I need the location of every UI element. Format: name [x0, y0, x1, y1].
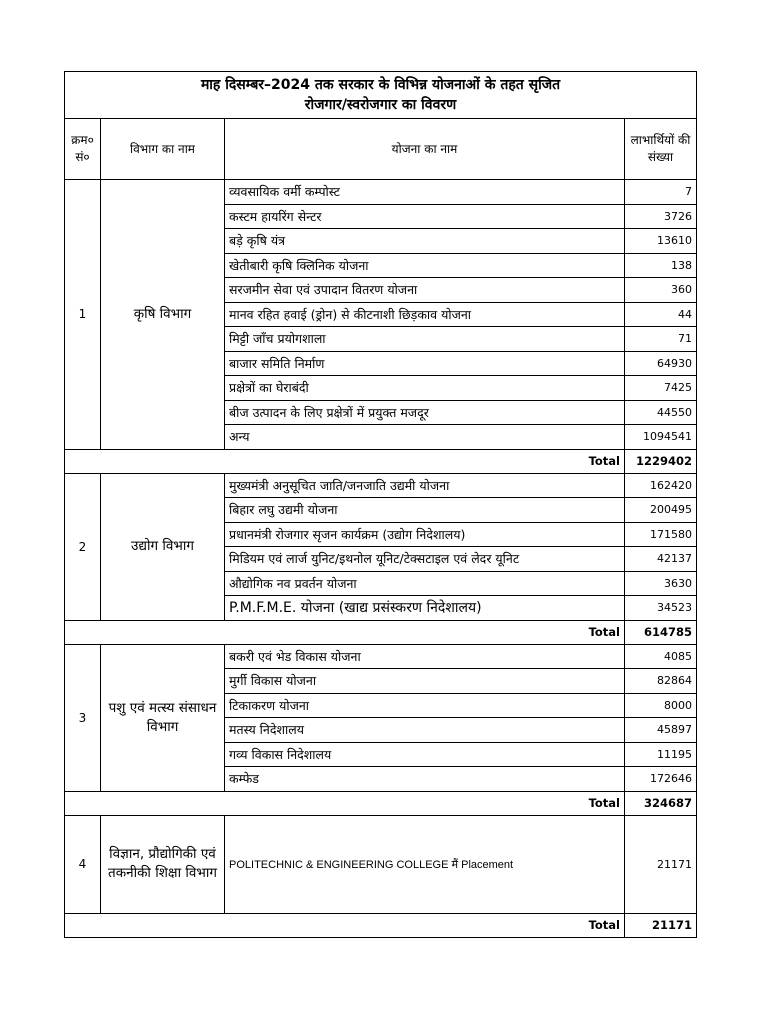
- scheme-name: कम्फेड: [225, 767, 625, 792]
- report-title-line1: माह दिसम्बर–2024 तक सरकार के विभिन्न योजनाओं के तहत सृजित: [200, 77, 561, 93]
- section-sno: 2: [65, 473, 101, 620]
- total-value: 21171: [625, 913, 697, 937]
- total-label: Total: [65, 913, 625, 937]
- scheme-name: P.M.F.M.E. योजना (खाद्य प्रसंस्करण निदेशालय): [225, 596, 625, 621]
- employment-report-table: [64, 71, 697, 938]
- beneficiary-count: 171580: [625, 522, 697, 547]
- scheme-name: बीज उत्पादन के लिए प्रक्षेत्रों में प्रयुक्त मजदूर: [225, 400, 625, 425]
- scheme-name: गव्य विकास निदेशालय: [225, 742, 625, 767]
- scheme-name: मानव रहित हवाई (ड्रोन) से कीटनाशी छिड़काव योजना: [225, 302, 625, 327]
- total-label: Total: [65, 791, 625, 815]
- beneficiary-count: 162420: [625, 473, 697, 498]
- total-row: [65, 449, 697, 473]
- beneficiary-count: 45897: [625, 718, 697, 743]
- section-sno: 4: [65, 815, 101, 913]
- section-agriculture: [65, 180, 697, 474]
- column-header-row: [65, 119, 697, 180]
- beneficiary-count: 44550: [625, 400, 697, 425]
- beneficiary-count: 3726: [625, 204, 697, 229]
- table-row: [65, 180, 697, 205]
- table-row: [65, 815, 697, 913]
- beneficiary-count: 42137: [625, 547, 697, 572]
- scheme-name: बिहार लघु उद्यमी योजना: [225, 498, 625, 523]
- scheme-name: प्रक्षेत्रों का घेराबंदी: [225, 376, 625, 401]
- scheme-name: मुख्यमंत्री अनुसूचित जाति/जनजाति उद्यमी योजना: [225, 473, 625, 498]
- table-row: [65, 473, 697, 498]
- department-name: उद्योग विभाग: [101, 473, 225, 620]
- scheme-name: कस्टम हायरिंग सेन्टर: [225, 204, 625, 229]
- beneficiary-count: 172646: [625, 767, 697, 792]
- beneficiary-count: 360: [625, 278, 697, 303]
- scheme-name: बकरी एवं भेड विकास योजना: [225, 644, 625, 669]
- section-industry: [65, 473, 697, 644]
- section-animal-fisheries: [65, 644, 697, 815]
- section-science-tech: [65, 815, 697, 937]
- beneficiary-count: 1094541: [625, 425, 697, 450]
- header-sno: क्रम० सं०: [65, 119, 101, 180]
- beneficiary-count: 4085: [625, 644, 697, 669]
- beneficiary-count: 82864: [625, 669, 697, 694]
- total-row: [65, 791, 697, 815]
- beneficiary-count: 138: [625, 253, 697, 278]
- beneficiary-count: 11195: [625, 742, 697, 767]
- total-row: [65, 620, 697, 644]
- beneficiary-count: 200495: [625, 498, 697, 523]
- scheme-name: मिट्टी जाँच प्रयोगशाला: [225, 327, 625, 352]
- beneficiary-count: 21171: [625, 815, 697, 913]
- total-value: 324687: [625, 791, 697, 815]
- scheme-name: टिकाकरण योजना: [225, 693, 625, 718]
- department-name: पशु एवं मत्स्य संसाधन विभाग: [101, 644, 225, 791]
- table-row: [65, 644, 697, 669]
- beneficiary-count: 7: [625, 180, 697, 205]
- total-value: 614785: [625, 620, 697, 644]
- total-row: [65, 913, 697, 937]
- scheme-name: बड़े कृषि यंत्र: [225, 229, 625, 254]
- scheme-name: POLITECHNIC & ENGINEERING COLLEGE मैं Placement: [225, 815, 625, 913]
- beneficiary-count: 13610: [625, 229, 697, 254]
- report-title: [65, 72, 697, 119]
- beneficiary-count: 34523: [625, 596, 697, 621]
- beneficiary-count: 71: [625, 327, 697, 352]
- beneficiary-count: 8000: [625, 693, 697, 718]
- scheme-name: सरजमीन सेवा एवं उपादान वितरण योजना: [225, 278, 625, 303]
- scheme-name: व्यवसायिक वर्मी कम्पोस्ट: [225, 180, 625, 205]
- scheme-name: मुर्गी विकास योजना: [225, 669, 625, 694]
- scheme-name: औद्योगिक नव प्रवर्तन योजना: [225, 571, 625, 596]
- header-beneficiaries: लाभार्थियों की संख्या: [625, 119, 697, 180]
- scheme-name: मतस्य निदेशालय: [225, 718, 625, 743]
- total-value: 1229402: [625, 449, 697, 473]
- scheme-name: अन्य: [225, 425, 625, 450]
- beneficiary-count: 44: [625, 302, 697, 327]
- department-name: कृषि विभाग: [101, 180, 225, 450]
- scheme-name: प्रधानमंत्री रोजगार सृजन कार्यक्रम (उद्योग निदेशालय): [225, 522, 625, 547]
- section-sno: 1: [65, 180, 101, 450]
- beneficiary-count: 64930: [625, 351, 697, 376]
- department-name: विज्ञान, प्रौद्योगिकी एवं तकनीकी शिक्षा विभाग: [101, 815, 225, 913]
- report-title-line2: रोजगार/स्वरोजगार का विवरण: [304, 97, 457, 113]
- total-label: Total: [65, 449, 625, 473]
- scheme-name: बाजार समिति निर्माण: [225, 351, 625, 376]
- scheme-name: मिडियम एवं लार्ज युनिट/इथनोल यूनिट/टेक्सटाइल एवं लेदर यूनिट: [225, 547, 625, 572]
- beneficiary-count: 3630: [625, 571, 697, 596]
- section-sno: 3: [65, 644, 101, 791]
- header-department: विभाग का नाम: [101, 119, 225, 180]
- beneficiary-count: 7425: [625, 376, 697, 401]
- scheme-name: खेतीबारी कृषि क्लिनिक योजना: [225, 253, 625, 278]
- total-label: Total: [65, 620, 625, 644]
- header-scheme: योजना का नाम: [225, 119, 625, 180]
